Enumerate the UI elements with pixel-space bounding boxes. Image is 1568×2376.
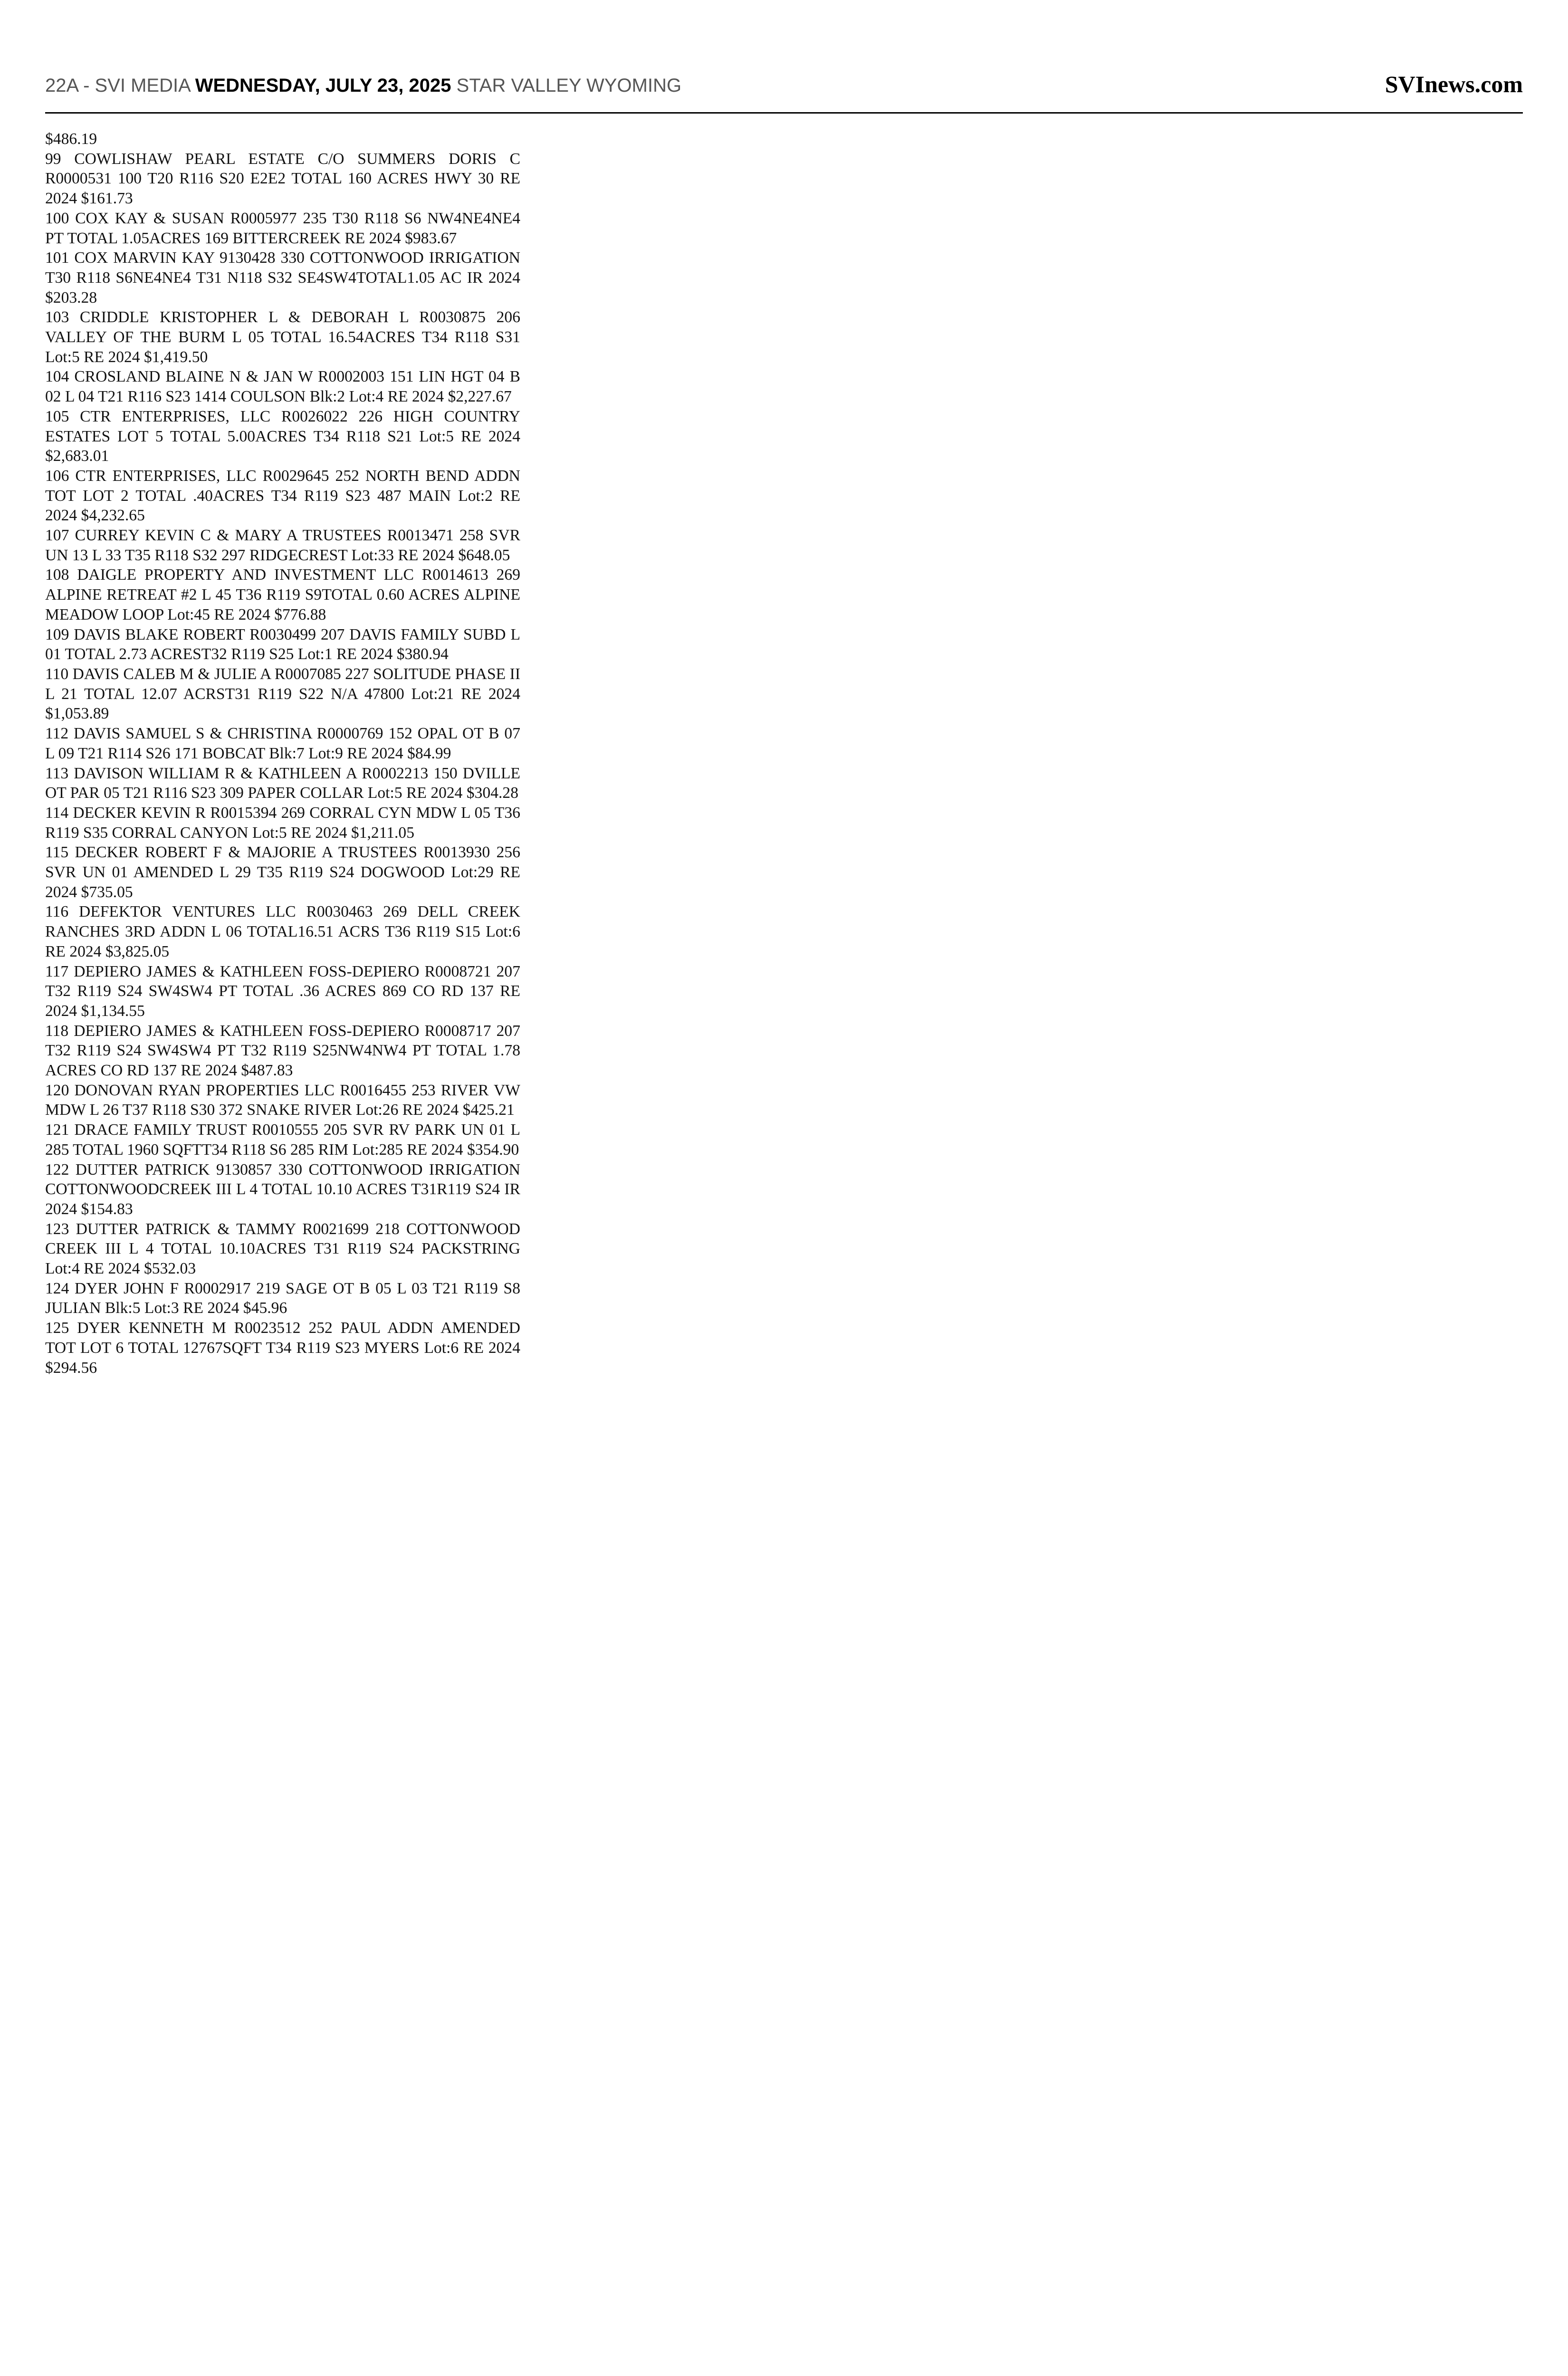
issue-date: WEDNESDAY, JULY 23, 2025: [195, 75, 451, 96]
listing-entry: 117 DEPIERO JAMES & KATHLEEN FOSS-DEPIERO R0008721 207 T32 R119 S24 SW4SW4 PT TOTAL .36 ACRES 869 CO RD 137 RE 2024 $1,134.55: [45, 962, 520, 1020]
paper-name: STAR VALLEY WYOMING: [456, 75, 682, 96]
listing-entry: 104 CROSLAND BLAINE N & JAN W R0002003 151 LIN HGT 04 B 02 L 04 T21 R116 S23 1414 COULSON Blk:2 Lot:4 RE 2024 $2,227.67: [45, 368, 520, 406]
page-header: [45, 67, 1523, 104]
section-label: 22A - SVI MEDIA: [45, 75, 190, 96]
site-name: SVInews.com: [1385, 71, 1523, 97]
listing-entry: 123 DUTTER PATRICK & TAMMY R0021699 218 COTTONWOOD CREEK III L 4 TOTAL 10.10ACRES T31 R119 S24 PACKSTRING Lot:4 RE 2024 $532.03: [45, 1220, 520, 1278]
listing-entry: 112 DAVIS SAMUEL S & CHRISTINA R0000769 152 OPAL OT B 07 L 09 T21 R114 S26 171 BOBCAT Blk:7 Lot:9 RE 2024 $84.99: [45, 725, 520, 762]
listing-entry: 106 CTR ENTERPRISES, LLC R0029645 252 NORTH BEND ADDN TOT LOT 2 TOTAL .40ACRES T34 R119 S23 487 MAIN Lot:2 RE 2024 $4,232.65: [45, 467, 520, 525]
listing-entry: 113 DAVISON WILLIAM R & KATHLEEN A R0002213 150 DVILLE OT PAR 05 T21 R116 S23 309 PAPER COLLAR Lot:5 RE 2024 $304.28: [45, 764, 520, 802]
listing-entry: 99 COWLISHAW PEARL ESTATE C/O SUMMERS DORIS C R0000531 100 T20 R116 S20 E2E2 TOTAL 160 ACRES HWY 30 RE 2024 $161.73: [45, 150, 520, 208]
listing-entry: 103 CRIDDLE KRISTOPHER L & DEBORAH L R0030875 206 VALLEY OF THE BURM L 05 TOTAL 16.54ACRES T34 R118 S31 Lot:5 RE 2024 $1,419.50: [45, 308, 520, 366]
listing-entry: 121 DRACE FAMILY TRUST R0010555 205 SVR RV PARK UN 01 L 285 TOTAL 1960 SQFTT34 R118 S6 285 RIM Lot:285 RE 2024 $354.90: [45, 1121, 520, 1159]
text-column-1: [45, 129, 520, 2376]
listing-entry: 116 DEFEKTOR VENTURES LLC R0030463 269 DELL CREEK RANCHES 3RD ADDN L 06 TOTAL16.51 ACRS T36 R119 S15 Lot:6 RE 2024 $3,825.05: [45, 903, 520, 960]
listing-entry: 105 CTR ENTERPRISES, LLC R0026022 226 HIGH COUNTRY ESTATES LOT 5 TOTAL 5.00ACRES T34 R118 S21 Lot:5 RE 2024 $2,683.01: [45, 407, 520, 465]
listing-entry: 120 DONOVAN RYAN PROPERTIES LLC R0016455 253 RIVER VW MDW L 26 T37 R118 S30 372 SNAKE RIVER Lot:26 RE 2024 $425.21: [45, 1081, 520, 1119]
listing-entry: 108 DAIGLE PROPERTY AND INVESTMENT LLC R0014613 269 ALPINE RETREAT #2 L 45 T36 R119 S9TOTAL 0.60 ACRES ALPINE MEADOW LOOP Lot:45 RE 2024 $776.88: [45, 566, 520, 623]
listing-entry: $486.19: [45, 130, 97, 148]
listing-entry: 118 DEPIERO JAMES & KATHLEEN FOSS-DEPIERO R0008717 207 T32 R119 S24 SW4SW4 PT T32 R119 S25NW4NW4 PT TOTAL 1.78 ACRES CO RD 137 RE 2024 $487.83: [45, 1022, 520, 1080]
header-folio: [45, 75, 681, 96]
listing-entry: 125 DYER KENNETH M R0023512 252 PAUL ADDN AMENDED TOT LOT 6 TOTAL 12767SQFT T34 R119 S23 MYERS Lot:6 RE 2024 $294.56: [45, 1319, 520, 1377]
listing-entry: 100 COX KAY & SUSAN R0005977 235 T30 R118 S6 NW4NE4NE4 PT TOTAL 1.05ACRES 169 BITTERCREEK RE 2024 $983.67: [45, 209, 520, 247]
text-column-3: [1048, 129, 1523, 2376]
listing-entry: 110 DAVIS CALEB M & JULIE A R0007085 227 SOLITUDE PHASE II L 21 TOTAL 12.07 ACRST31 R119 S22 N/A 47800 Lot:21 RE 2024 $1,053.89: [45, 665, 520, 723]
listing-entry: 124 DYER JOHN F R0002917 219 SAGE OT B 05 L 03 T21 R119 S8 JULIAN Blk:5 Lot:3 RE 2024 $45.96: [45, 1279, 520, 1317]
listing-entry: 101 COX MARVIN KAY 9130428 330 COTTONWOOD IRRIGATION T30 R118 S6NE4NE4 T31 N118 S32 SE4SW4TOTAL1.05 AC IR 2024 $203.28: [45, 249, 520, 307]
listing-entry: 122 DUTTER PATRICK 9130857 330 COTTONWOOD IRRIGATION COTTONWOODCREEK III L 4 TOTAL 10.10 ACRES T31R119 S24 IR 2024 $154.83: [45, 1160, 520, 1218]
text-column-2: [546, 129, 1022, 2376]
listing-entry: 107 CURREY KEVIN C & MARY A TRUSTEES R0013471 258 SVR UN 13 L 33 T35 R118 S32 297 RIDGECREST Lot:33 RE 2024 $648.05: [45, 527, 520, 564]
header-rule: [45, 112, 1523, 114]
listing-entry: 109 DAVIS BLAKE ROBERT R0030499 207 DAVIS FAMILY SUBD L 01 TOTAL 2.73 ACREST32 R119 S25 Lot:1 RE 2024 $380.94: [45, 625, 520, 663]
listing-entry: 115 DECKER ROBERT F & MAJORIE A TRUSTEES R0013930 256 SVR UN 01 AMENDED L 29 T35 R119 S24 DOGWOOD Lot:29 RE 2024 $735.05: [45, 843, 520, 901]
listing-entry: 114 DECKER KEVIN R R0015394 269 CORRAL CYN MDW L 05 T36 R119 S35 CORRAL CANYON Lot:5 RE 2024 $1,211.05: [45, 804, 520, 842]
